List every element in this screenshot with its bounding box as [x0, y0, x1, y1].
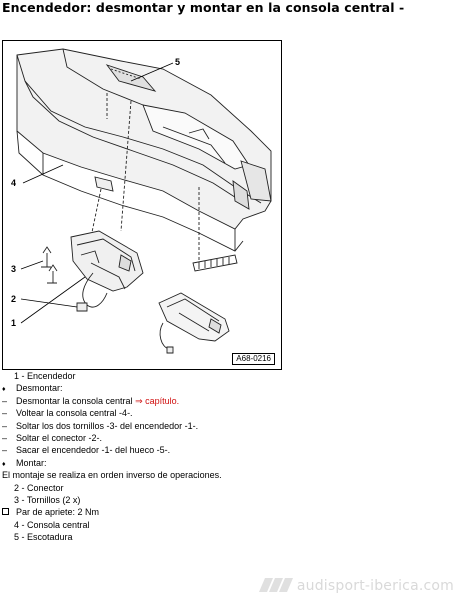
procedure-line	[2, 482, 442, 494]
procedure-line	[2, 444, 442, 456]
figure-code: A68-0216	[232, 353, 275, 365]
callout-2: 2	[11, 294, 17, 304]
callout-3: 3	[11, 264, 17, 274]
procedure-line-text: 5 - Escotadura	[14, 532, 73, 543]
dash-bullet-icon: –	[2, 445, 8, 456]
procedure-line-text: 2 - Conector	[14, 482, 64, 493]
procedure-line-text: Desmontar:	[16, 383, 63, 394]
dash-bullet-icon: –	[2, 408, 8, 419]
procedure-line	[2, 519, 442, 531]
diamond-bullet-icon: ♦	[2, 460, 6, 468]
procedure-line-text: El montaje se realiza en orden inverso de operaciones.	[2, 470, 222, 481]
page-title: Encendedor: desmontar y montar en la consola central -	[2, 0, 405, 15]
footer-brand-text: audisport-iberica.com	[296, 578, 454, 594]
procedure-list	[2, 370, 442, 543]
procedure-line	[2, 395, 442, 407]
diamond-bullet-icon: ♦	[2, 386, 6, 394]
procedure-line	[2, 506, 442, 518]
procedure-line-text: Voltear la consola central -4-.	[16, 408, 133, 419]
exploded-diagram	[2, 40, 282, 370]
callout-1: 1	[11, 318, 17, 328]
procedure-line-text: 4 - Consola central	[14, 519, 90, 530]
procedure-line-text: Desmontar la consola central ⇒ capítulo.	[16, 395, 180, 406]
procedure-line	[2, 420, 442, 432]
procedure-line	[2, 407, 442, 419]
procedure-line-text: Soltar el conector -2-.	[16, 432, 103, 443]
callout-4: 4	[11, 178, 17, 188]
brand-logo-icon	[259, 578, 293, 592]
procedure-line	[2, 469, 442, 481]
procedure-line-text: 1 - Encendedor	[14, 371, 76, 381]
procedure-line	[2, 432, 442, 444]
square-bullet-icon	[2, 506, 14, 518]
callout-5: 5	[175, 57, 181, 67]
procedure-line-text: Montar:	[16, 457, 47, 468]
procedure-line-text: Par de apriete: 2 Nm	[16, 507, 100, 518]
dash-bullet-icon: –	[2, 420, 8, 431]
procedure-line	[2, 531, 442, 543]
procedure-line	[2, 457, 442, 469]
procedure-line-text: 3 - Tornillos (2 x)	[14, 494, 81, 505]
procedure-line	[2, 382, 442, 394]
procedure-line-text: Soltar los dos tornillos -3- del encendedor -1-.	[16, 420, 199, 431]
procedure-line	[2, 370, 442, 382]
dash-bullet-icon: –	[2, 395, 8, 406]
procedure-line	[2, 494, 442, 506]
dash-bullet-icon: –	[2, 432, 8, 443]
chapter-link[interactable]: ⇒ capítulo.	[135, 395, 180, 406]
diagram-drawing	[3, 41, 281, 369]
procedure-line-text: Sacar el encendedor -1- del hueco -5-.	[16, 445, 171, 456]
footer-watermark	[259, 578, 454, 594]
